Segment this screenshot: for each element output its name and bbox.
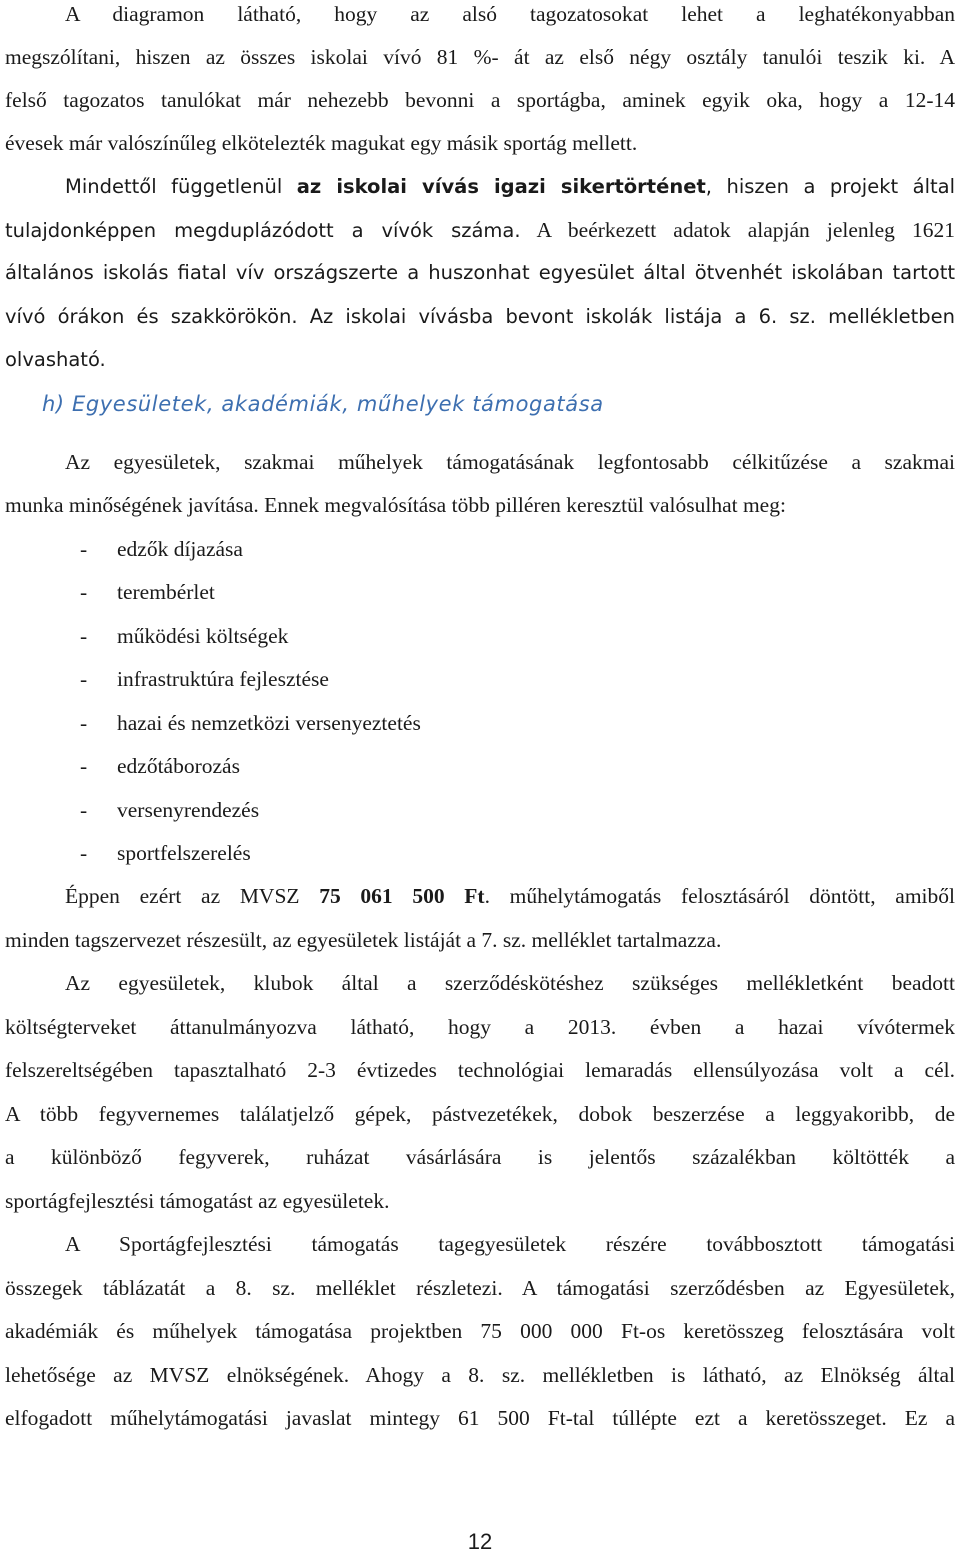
para5-line2: költségterveket áttanulmányozva látható, hogy a 2013. évben a hazai vívótermek bbox=[5, 1015, 955, 1039]
list-item: - versenyrendezés bbox=[80, 798, 260, 822]
para5-line6: sportágfejlesztési támogatást az egyesületek. bbox=[5, 1189, 390, 1213]
para5-line5: a különböző fegyverek, ruházat vásárlására is jelentős százalékban költötték a bbox=[5, 1145, 955, 1169]
para3-line1: Az egyesületek, szakmai műhelyek támogatásának legfontosabb célkitűzése a szakmai bbox=[65, 450, 955, 474]
list-item: - edzőtáborozás bbox=[80, 754, 240, 778]
para3-line2: munka minőségének javítása. Ennek megvalósítása több pilléren keresztül valósulhat meg: bbox=[5, 493, 786, 517]
para1-line4: évesek már valószínűleg elkötelezték magukat egy másik sportág mellett. bbox=[5, 131, 638, 155]
para2-line2: tulajdonképpen megduplázódott a vívók száma. A beérkezett adatok alapján jelenleg 1621 bbox=[5, 218, 955, 242]
para5-line4: A több fegyvernemes találatjelző gépek, pástvezetékek, dobok beszerzése a leggyakoribb, de bbox=[5, 1102, 955, 1126]
section-heading: h) Egyesületek, akadémiák, műhelyek támogatása bbox=[42, 392, 604, 416]
para6-line3: akadémiák és műhelyek támogatása projektben 75 000 000 Ft-os keretösszeg felosztására volt bbox=[5, 1319, 955, 1343]
para2-line1: Mindettől függetlenül az iskolai vívás igazi sikertörténet, hiszen a projekt által bbox=[65, 175, 955, 198]
bold-amount: 75 061 500 Ft bbox=[319, 884, 485, 908]
list-item: - terembérlet bbox=[80, 580, 215, 604]
para1-line3: felső tagozatos tanulókat már nehezebb bevonni a sportágba, aminek egyik oka, hogy a 12-14 bbox=[5, 88, 955, 112]
para1-line2: megszólítani, hiszen az összes iskolai vívó 81 %- át az első négy osztály tanulói teszik ki. A bbox=[5, 45, 955, 69]
page-number: 12 bbox=[467, 1529, 493, 1554]
para6-line4: lehetősége az MVSZ elnökségének. Ahogy a 8. sz. mellékletben is látható, az Elnökség által bbox=[5, 1363, 955, 1387]
list-item: - működési költségek bbox=[80, 624, 289, 648]
para4-line1: Éppen ezért az MVSZ 75 061 500 Ft. műhelytámogatás felosztásáról döntött, amiből bbox=[65, 884, 955, 908]
para6-line5: elfogadott műhelytámogatási javaslat mintegy 61 500 Ft-tal túllépte ezt a keretösszeget. Ez a bbox=[5, 1406, 955, 1430]
bold-phrase: az iskolai vívás igazi sikertörténet bbox=[296, 175, 706, 198]
para6-line2: összegek táblázatát a 8. sz. melléklet részletezi. A támogatási szerződésben az Egyesületek, bbox=[5, 1276, 955, 1300]
para2-line5: olvasható. bbox=[5, 348, 106, 371]
para1-line1: A diagramon látható, hogy az alsó tagozatosokat lehet a leghatékonyabban bbox=[65, 2, 955, 26]
list-item: - sportfelszerelés bbox=[80, 841, 251, 865]
list-item: - hazai és nemzetközi versenyeztetés bbox=[80, 711, 421, 735]
para2-line4: vívó órákon és szakkörökön. Az iskolai vívásba bevont iskolák listája a 6. sz. mellékletben bbox=[5, 305, 955, 328]
para5-line1: Az egyesületek, klubok által a szerződéskötéshez szükséges mellékletként beadott bbox=[65, 971, 955, 995]
para5-line3: felszereltségében tapasztalható 2-3 évtizedes technológiai lemaradás ellensúlyozása volt a cél. bbox=[5, 1058, 955, 1082]
list-item: - infrastruktúra fejlesztése bbox=[80, 667, 329, 691]
para6-line1: A Sportágfejlesztési támogatás tagegyesületek részére továbbosztott támogatási bbox=[65, 1232, 955, 1256]
list-item: - edzők díjazása bbox=[80, 537, 243, 561]
para2-line3: általános iskolás fiatal vív országszerte a huszonhat egyesület által ötvenhét iskolában tartott bbox=[5, 261, 955, 284]
para4-line2: minden tagszervezet részesült, az egyesületek listáját a 7. sz. melléklet tartalmazza. bbox=[5, 928, 722, 952]
